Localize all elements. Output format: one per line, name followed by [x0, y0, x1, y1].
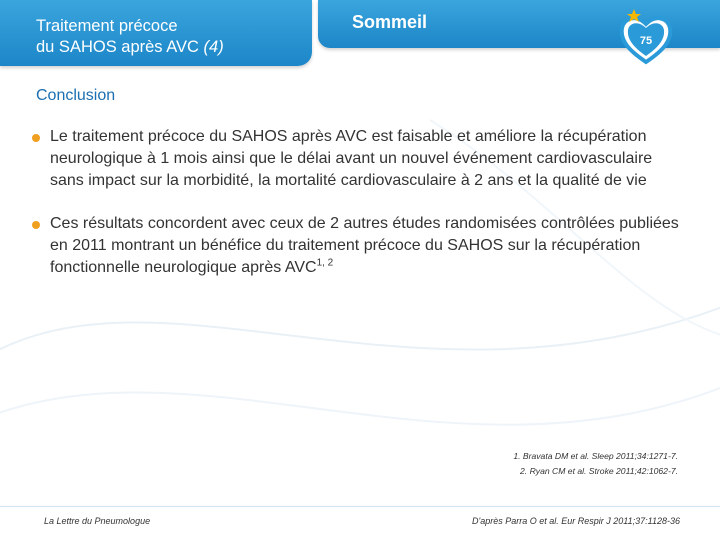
- footer-source: D'après Parra O et al. Eur Respir J 2011;37:1128-36: [472, 516, 680, 526]
- slide-title-line2: du SAHOS après AVC: [36, 38, 199, 56]
- bullet-list: [30, 126, 690, 300]
- slide-title-line1: Traitement précoce: [36, 17, 178, 35]
- conclusion-heading: Conclusion: [36, 87, 116, 104]
- footer-divider: [0, 506, 720, 507]
- footer-publication: La Lettre du Pneumologue: [44, 516, 151, 526]
- bullet-citation: 1, 2: [316, 257, 334, 269]
- bullet-text: Le traitement précoce du SAHOS après AVC est faisable et améliore la récupération neurologique à 1 mois ainsi que le délai avant un nouvel événement cardiovasculaire sans impact sur la morbidité, la mortalité cardiovasculaire à 2 ans et la qualité de vie: [50, 128, 653, 189]
- bullet-text: Ces résultats concordent avec ceux de 2 autres études randomisées contrôlées publiées en 2011 montrant un bénéfice du traitement précoce du SAHOS sur la récupération fonctionnelle neurologique après AVC: [50, 215, 679, 276]
- reference-item: 1. Bravata DM et al. Sleep 2011;34:1271-7.: [513, 451, 678, 461]
- bullet-item: [30, 126, 690, 192]
- slide-title-part: (4): [203, 38, 224, 56]
- bullet-item: [30, 213, 690, 279]
- slide-title: [36, 16, 224, 58]
- reference-item: 2. Ryan CM et al. Stroke 2011;42:1062-7.: [520, 466, 678, 476]
- section-title: Sommeil: [352, 12, 428, 32]
- bullet-dot-icon: [32, 134, 40, 142]
- logo-number: 75: [639, 35, 653, 47]
- references: [513, 449, 678, 479]
- bullet-dot-icon: [32, 221, 40, 229]
- heart-logo-icon: [614, 6, 678, 70]
